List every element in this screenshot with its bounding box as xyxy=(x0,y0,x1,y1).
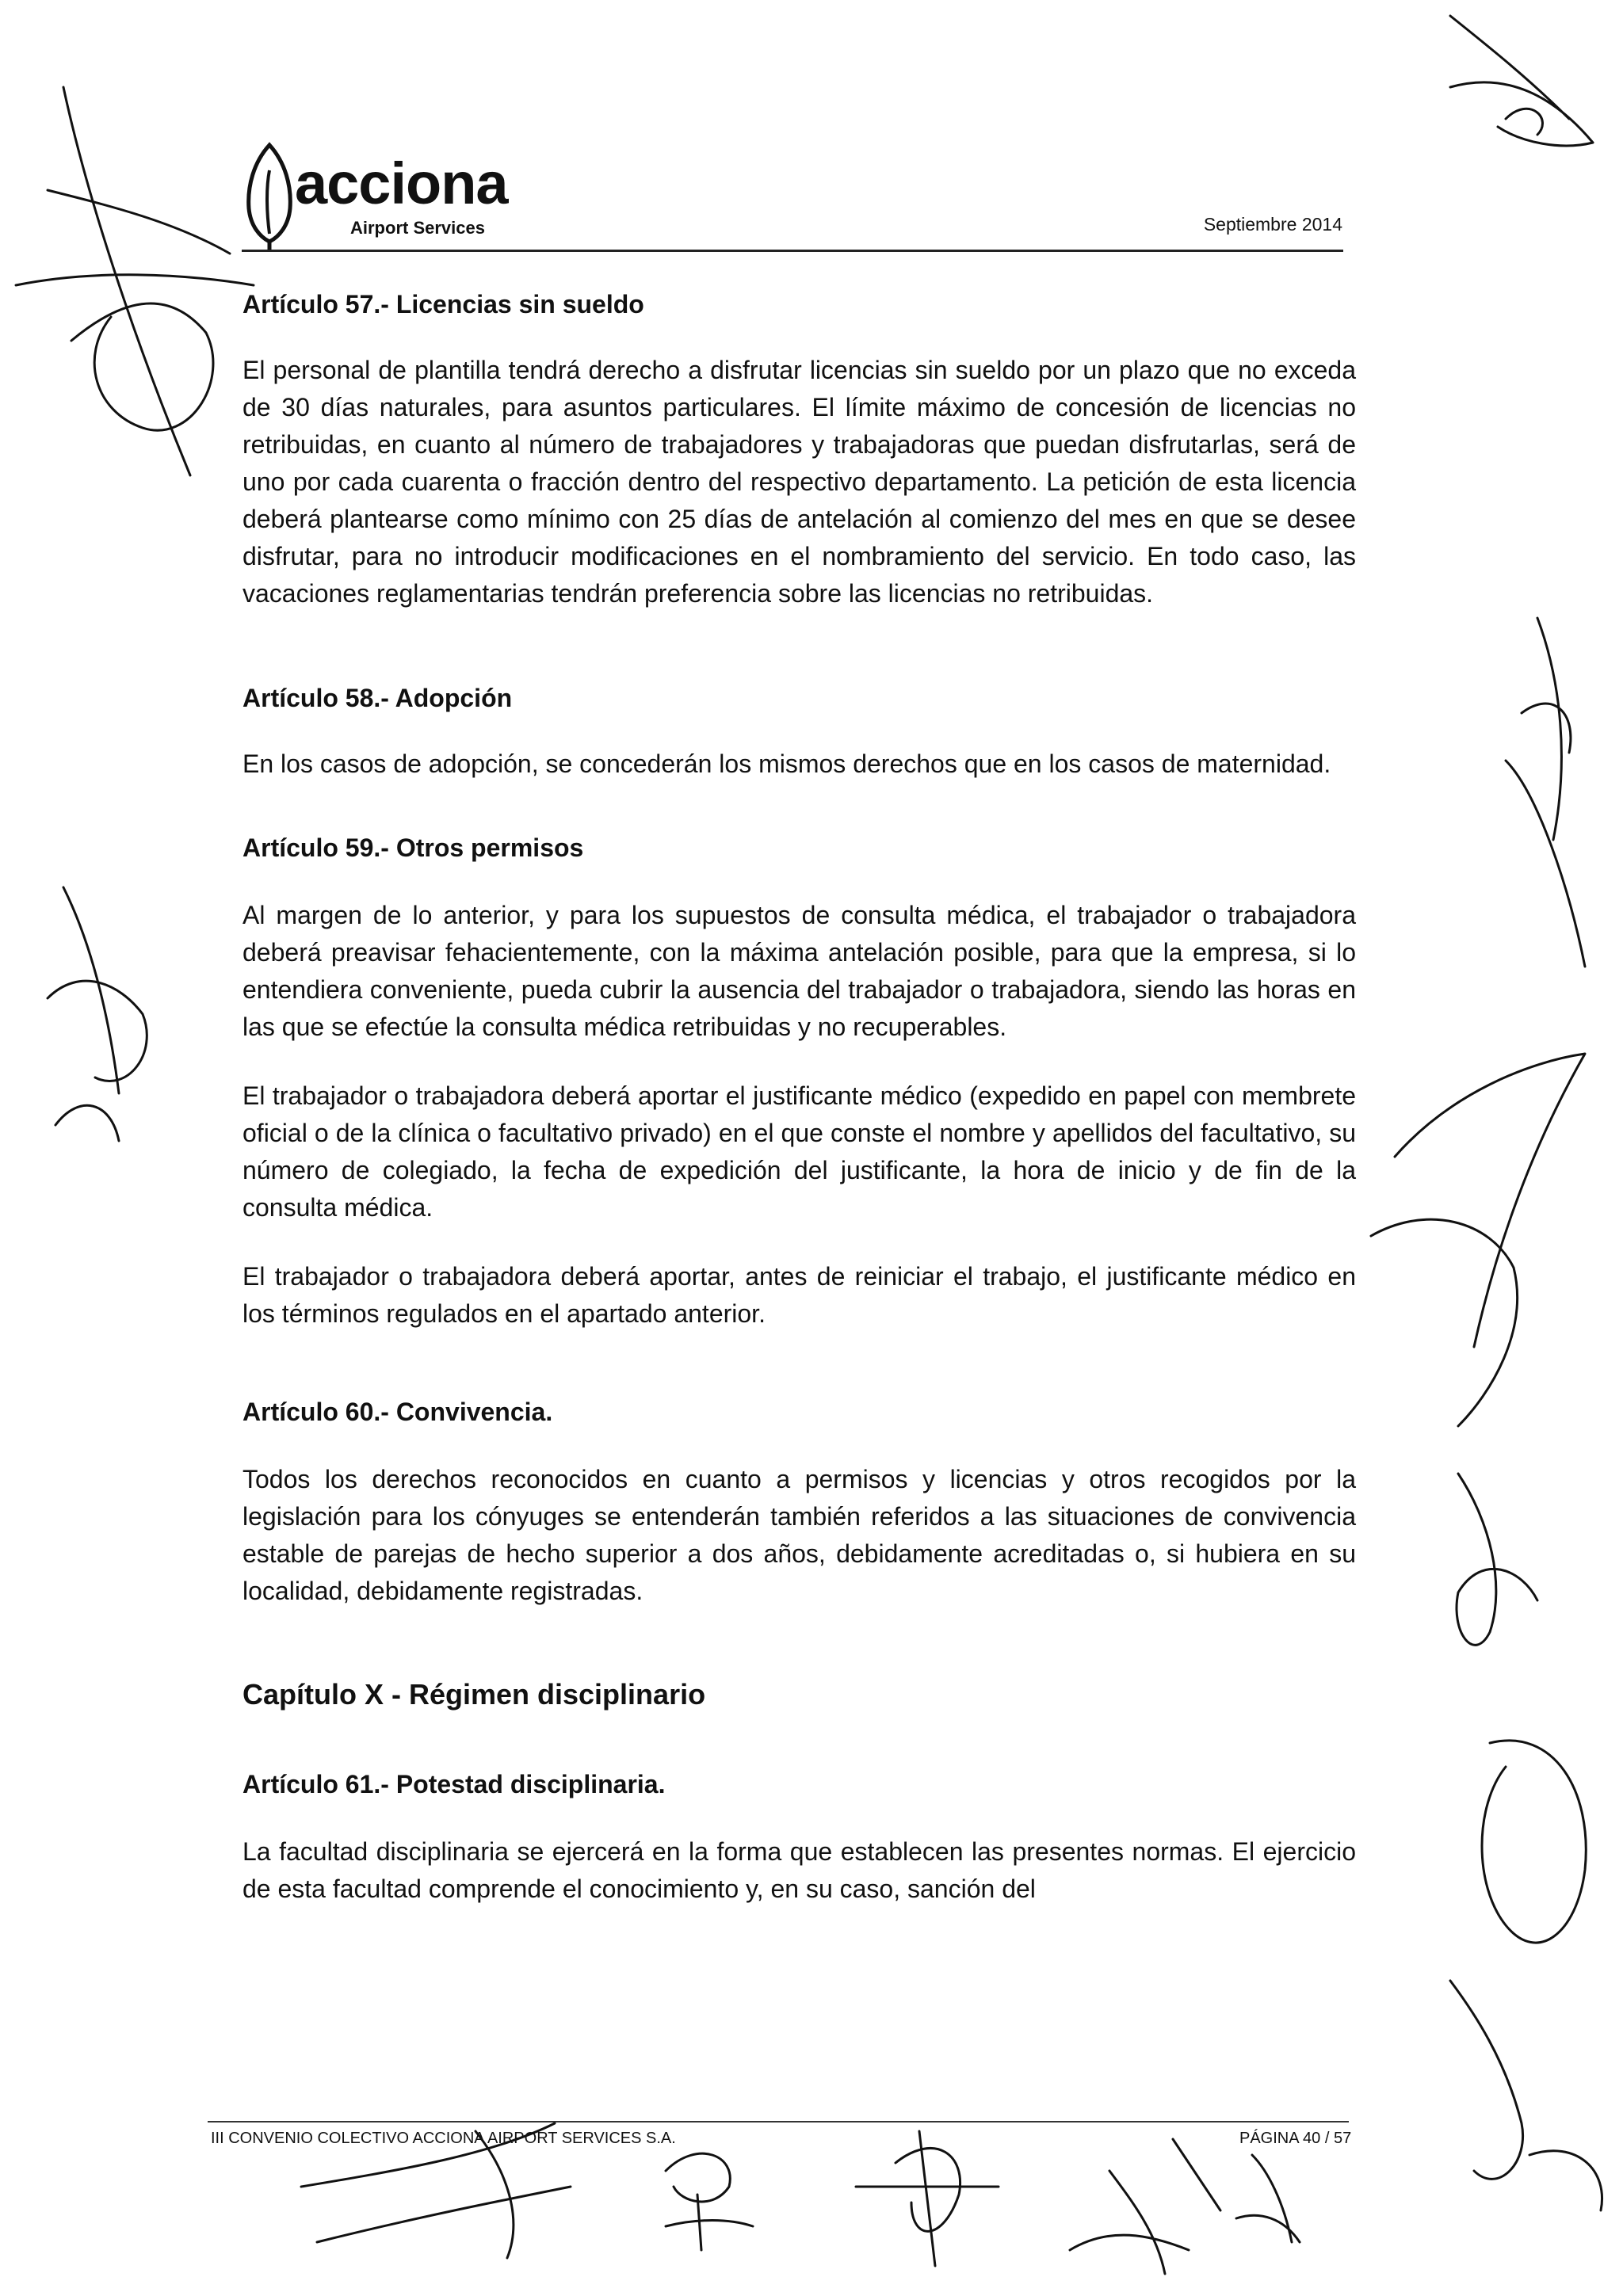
footer-agreement-name: III CONVENIO COLECTIVO ACCIONA AIRPORT SERVICES S.A. xyxy=(211,2130,676,2147)
signature-bottom-2 xyxy=(666,2153,753,2250)
article-61-paragraph: La facultad disciplinaria se ejercerá en la forma que establecen las presentes normas. El ejercicio de esta facultad comprende el conocimiento y, en su caso, sanción del xyxy=(242,1837,1356,1903)
signature-right-margin-5 xyxy=(1450,1981,1602,2210)
signature-right-margin-4 xyxy=(1482,1741,1586,1943)
logo-leaf-icon xyxy=(238,139,301,250)
logo-subtext: Airport Services xyxy=(350,218,485,238)
signature-top-right xyxy=(1450,16,1593,146)
article-58-paragraph: En los casos de adopción, se concederán los mismos derechos que en los casos de maternidad. xyxy=(242,749,1331,778)
article-61-title: Artículo 61.- Potestad disciplinaria. xyxy=(242,1770,666,1798)
article-59-paragraph-1: Al margen de lo anterior, y para los supuestos de consulta médica, el trabajador o trabajadora deberá preavisar fehacientemente, con la máxima antelación posible, para que la empresa, si lo entendiera conveniente, pueda cubrir la ausencia del trabajador o trabajadora, siendo las horas en las que se efectúe la consulta médica retribuidas y no recuperables. xyxy=(242,901,1356,1041)
signature-right-margin-3 xyxy=(1457,1474,1537,1645)
initials-left-margin-middle xyxy=(48,887,147,1141)
signature-left-margin-top xyxy=(16,87,254,475)
footer-page-number: PÁGINA 40 / 57 xyxy=(1239,2130,1352,2147)
article-59-title: Artículo 59.- Otros permisos xyxy=(242,833,584,862)
article-60-title: Artículo 60.- Convivencia. xyxy=(242,1398,553,1426)
company-logo xyxy=(238,139,571,257)
article-59-paragraph-2: El trabajador o trabajadora deberá aportar el justificante médico (expedido en papel con membrete oficial o de la clínica o facultativo privado) en el que conste el nombre y apellidos del facultativo, su número de colegiado, la fecha de expedición del justificante, la hora de inicio y de fin de la consulta médica. xyxy=(242,1081,1356,1222)
document-body xyxy=(242,287,1356,1908)
chapter-title: Capítulo X - Régimen disciplinario xyxy=(242,1678,706,1711)
signature-right-margin-1 xyxy=(1506,618,1585,967)
article-58-title: Artículo 58.- Adopción xyxy=(242,684,513,712)
article-59-paragraph-3: El trabajador o trabajadora deberá aportar, antes de reiniciar el trabajo, el justificante médico en los términos regulados en el apartado anterior. xyxy=(242,1262,1356,1328)
article-57-title: Artículo 57.- Licencias sin sueldo xyxy=(242,290,644,318)
footer-divider xyxy=(208,2121,1349,2122)
signature-bottom-5 xyxy=(1236,2155,1300,2242)
article-57-paragraph: El personal de plantilla tendrá derecho a disfrutar licencias sin sueldo por un plazo que no exceda de 30 días naturales, para asuntos particulares. El límite máximo de concesión de licencias no retribuidas, en cuanto al número de trabajadores y trabajadoras que puedan disfrutarlas, será de uno por cada cuarenta o fracción dentro del respectivo departamento. La petición de esta licencia deberá plantearse como mínimo con 25 días de antelación al comienzo del mes en que se desee disfrutar, para no introducir modificaciones en el nombramiento del servicio. En todo caso, las vacaciones reglamentarias tendrán preferencia sobre las licencias no retribuidas. xyxy=(242,356,1356,608)
article-60-paragraph: Todos los derechos reconocidos en cuanto a permisos y licencias y otros recogidos por la legislación para los cónyuges se entenderán también referidos a las situaciones de convivencia estable de parejas de hecho superior a dos años, debidamente acreditadas o, si hubiera en su localidad, debidamente registradas. xyxy=(242,1465,1356,1605)
header-divider xyxy=(242,250,1343,252)
signature-bottom-4 xyxy=(1070,2139,1220,2274)
signature-bottom-3 xyxy=(856,2131,999,2266)
header-date: Septiembre 2014 xyxy=(1203,214,1342,235)
logo-wordmark: acciona xyxy=(295,151,508,216)
signature-right-margin-2 xyxy=(1371,1054,1585,1426)
